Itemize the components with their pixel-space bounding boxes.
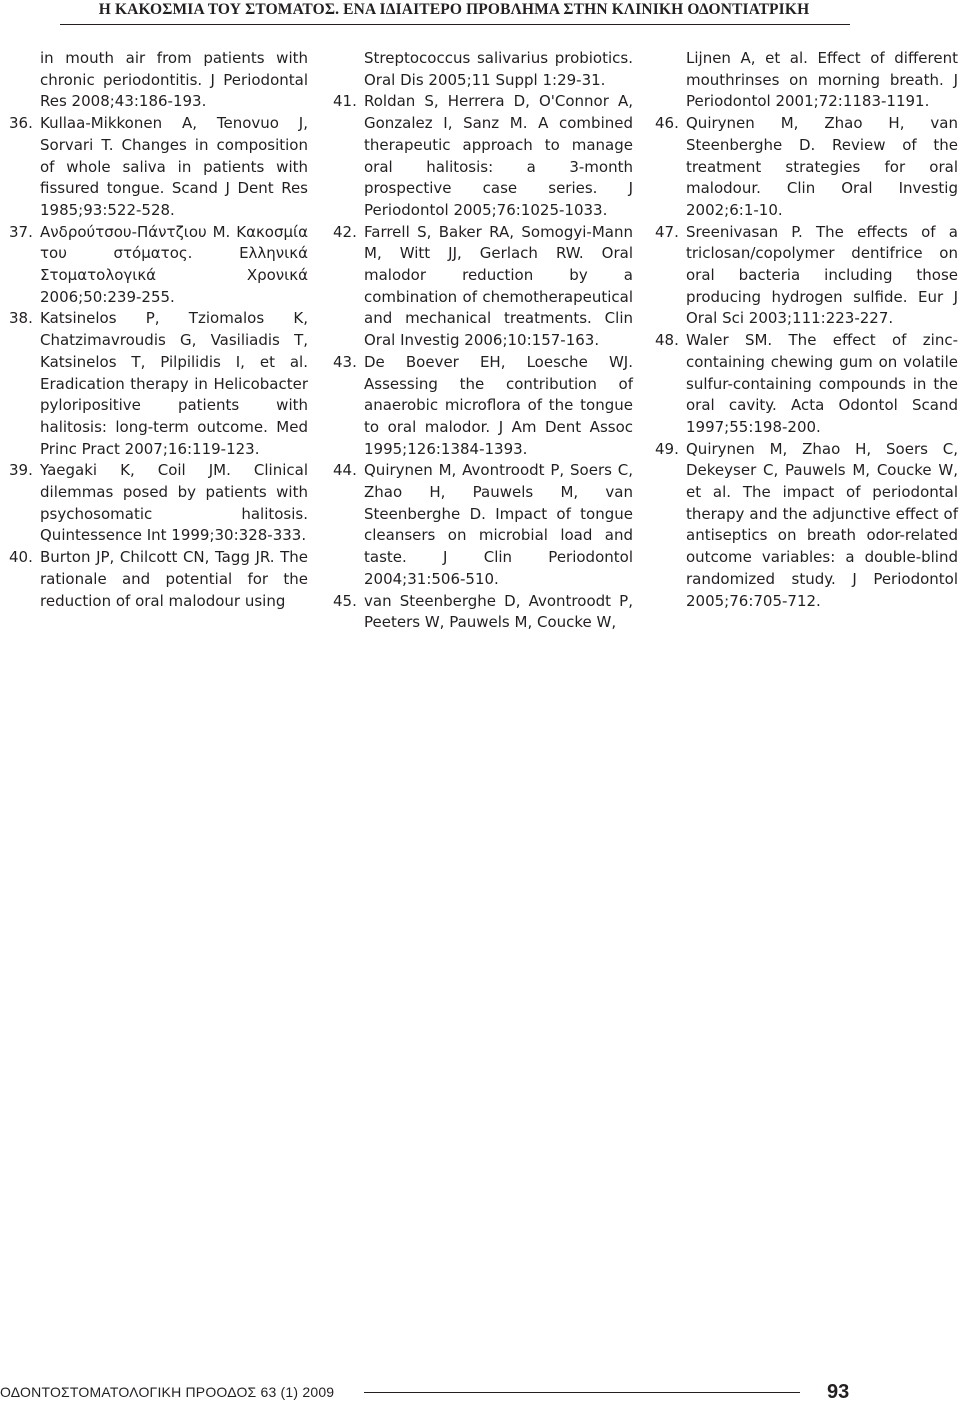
reference-number: 42. bbox=[333, 222, 357, 241]
reference-number: 47. bbox=[655, 222, 679, 241]
reference-text: Kullaa-Mikkonen A, Tenovuo J, Sorvari T. Changes in composition of whole saliva in patients with fissured tongue. Scand J Dent Res 1985;93:522-528. bbox=[40, 114, 308, 219]
reference-text: Quirynen M, Zhao H, Soers C, Dekeyser C, Pauwels M, Coucke W, et al. The impact of periodontal therapy and the adjunctive effect of antiseptics on breath odor-related outcome variables: a double-blind randomized study. J Periodontol 2005;76:705-712. bbox=[686, 439, 958, 610]
reference-item bbox=[655, 113, 958, 222]
reference-item bbox=[655, 48, 958, 113]
journal-footer-title: ΟΔΟΝΤΟΣΤΟΜΑΤΟΛΟΓΙΚΗ ΠΡΟΟΔΟΣ 63 (1) 2009 bbox=[0, 1384, 335, 1400]
reference-number: 43. bbox=[333, 352, 357, 371]
reference-text: Lijnen A, et al. Effect of different mouthrinses on morning breath. J Periodontol 2001;72:1183-1191. bbox=[686, 49, 958, 111]
reference-column-2 bbox=[333, 48, 633, 634]
reference-item bbox=[333, 591, 633, 634]
reference-text: Farrell S, Baker RA, Somogyi-Mann M, Witt JJ, Gerlach RW. Oral malodor reduction by a combination of chemotherapeutical and mechanical treatments. Clin Oral Investig 2006;10:157-163. bbox=[364, 222, 633, 350]
reference-text: Burton JP, Chilcott CN, Tagg JR. The rationale and potential for the reduction of oral malodour using bbox=[40, 548, 308, 610]
running-head: Η ΚΑΚΟΣΜΙΑ ΤΟΥ ΣΤΟΜΑΤΟΣ. ΕΝΑ ΙΔΙΑΙΤΕΡΟ ΠΡΟΒΛΗΜΑ ΣΤΗΝ ΚΛΙΝΙΚΗ ΟΔΟΝΤΙΑΤΡΙΚΗ bbox=[98, 1, 810, 18]
reference-number: 37. bbox=[9, 222, 33, 241]
reference-number: 49. bbox=[655, 439, 679, 458]
reference-item bbox=[9, 308, 308, 460]
reference-item bbox=[9, 222, 308, 309]
reference-item bbox=[9, 547, 308, 612]
reference-number: 46. bbox=[655, 114, 679, 133]
reference-number: 44. bbox=[333, 461, 357, 480]
reference-text: in mouth air from patients with chronic periodontitis. J Periodontal Res 2008;43:186-193. bbox=[40, 49, 308, 111]
reference-text: Ανδρούτσου-Πάντζιου Μ. Κακοσμία του στόματος. Ελληνικά Στοματολογικά Χρονικά 2006;50:239-255. bbox=[40, 222, 308, 306]
reference-number: 38. bbox=[9, 309, 33, 328]
reference-column-1 bbox=[9, 48, 308, 612]
reference-item bbox=[9, 460, 308, 547]
reference-item bbox=[333, 352, 633, 461]
page-number: 93 bbox=[827, 1381, 850, 1403]
reference-text: van Steenberghe D, Avontroodt P, Peeters W, Pauwels M, Coucke W, bbox=[364, 591, 633, 632]
reference-text: Quirynen M, Avontroodt P, Soers C, Zhao H, Pauwels M, van Steenberghe D. Impact of tongue cleansers on microbial load and taste. J Clin Periodontol 2004;31:506-510. bbox=[364, 461, 633, 588]
reference-item bbox=[333, 222, 633, 352]
reference-text: Katsinelos P, Tziomalos K, Chatzimavroudis G, Vasiliadis T, Katsinelos T, Pilpilidis I, et al. Eradication therapy in Helicobacter pyloripositive patients with halitosis: long-term outcome. Med Princ Pract 2007;16:119-123. bbox=[40, 309, 308, 458]
reference-number: 36. bbox=[9, 114, 33, 133]
reference-number: 39. bbox=[9, 461, 33, 480]
reference-number: 41. bbox=[333, 92, 357, 111]
reference-item bbox=[9, 48, 308, 113]
reference-item bbox=[655, 222, 958, 331]
header-rule bbox=[60, 24, 850, 25]
reference-text: Yaegaki K, Coil JM. Clinical dilemmas posed by patients with psychosomatic halitosis. Quintessence Int 1999;30:328-333. bbox=[40, 461, 308, 545]
reference-item bbox=[655, 439, 958, 613]
reference-item bbox=[333, 460, 633, 590]
reference-item bbox=[333, 91, 633, 221]
reference-text: Sreenivasan P. The effects of a triclosan/copolymer dentifrice on oral bacteria including those producing hydrogen sulfide. Eur J Oral Sci 2003;111:223-227. bbox=[686, 222, 958, 328]
reference-item bbox=[9, 113, 308, 222]
reference-column-3 bbox=[655, 48, 958, 612]
reference-text: De Boever EH, Loesche WJ. Assessing the contribution of anaerobic microflora of the tongue to oral malodor. J Am Dent Assoc 1995;126:1384-1393. bbox=[364, 352, 633, 458]
reference-text: Roldan S, Herrera D, O'Connor A, Gonzalez I, Sanz M. A combined therapeutic approach to manage oral halitosis: a 3-month prospective case series. J Periodontol 2005;76:1025-1033. bbox=[364, 92, 633, 219]
reference-text: Waler SM. The effect of zinc-containing chewing gum on volatile sulfur-containing compounds in the oral cavity. Acta Odontol Scand 1997;55:198-200. bbox=[686, 331, 958, 436]
reference-item bbox=[333, 48, 633, 91]
reference-number: 45. bbox=[333, 591, 357, 610]
reference-text: Streptococcus salivarius probiotics. Oral Dis 2005;11 Suppl 1:29-31. bbox=[364, 49, 633, 89]
footer-rule bbox=[364, 1392, 800, 1393]
reference-number: 48. bbox=[655, 331, 679, 350]
reference-number: 40. bbox=[9, 548, 33, 567]
reference-item bbox=[655, 330, 958, 439]
reference-text: Quirynen M, Zhao H, van Steenberghe D. Review of the treatment strategies for oral malodour. Clin Oral Investig 2002;6:1-10. bbox=[686, 114, 958, 219]
